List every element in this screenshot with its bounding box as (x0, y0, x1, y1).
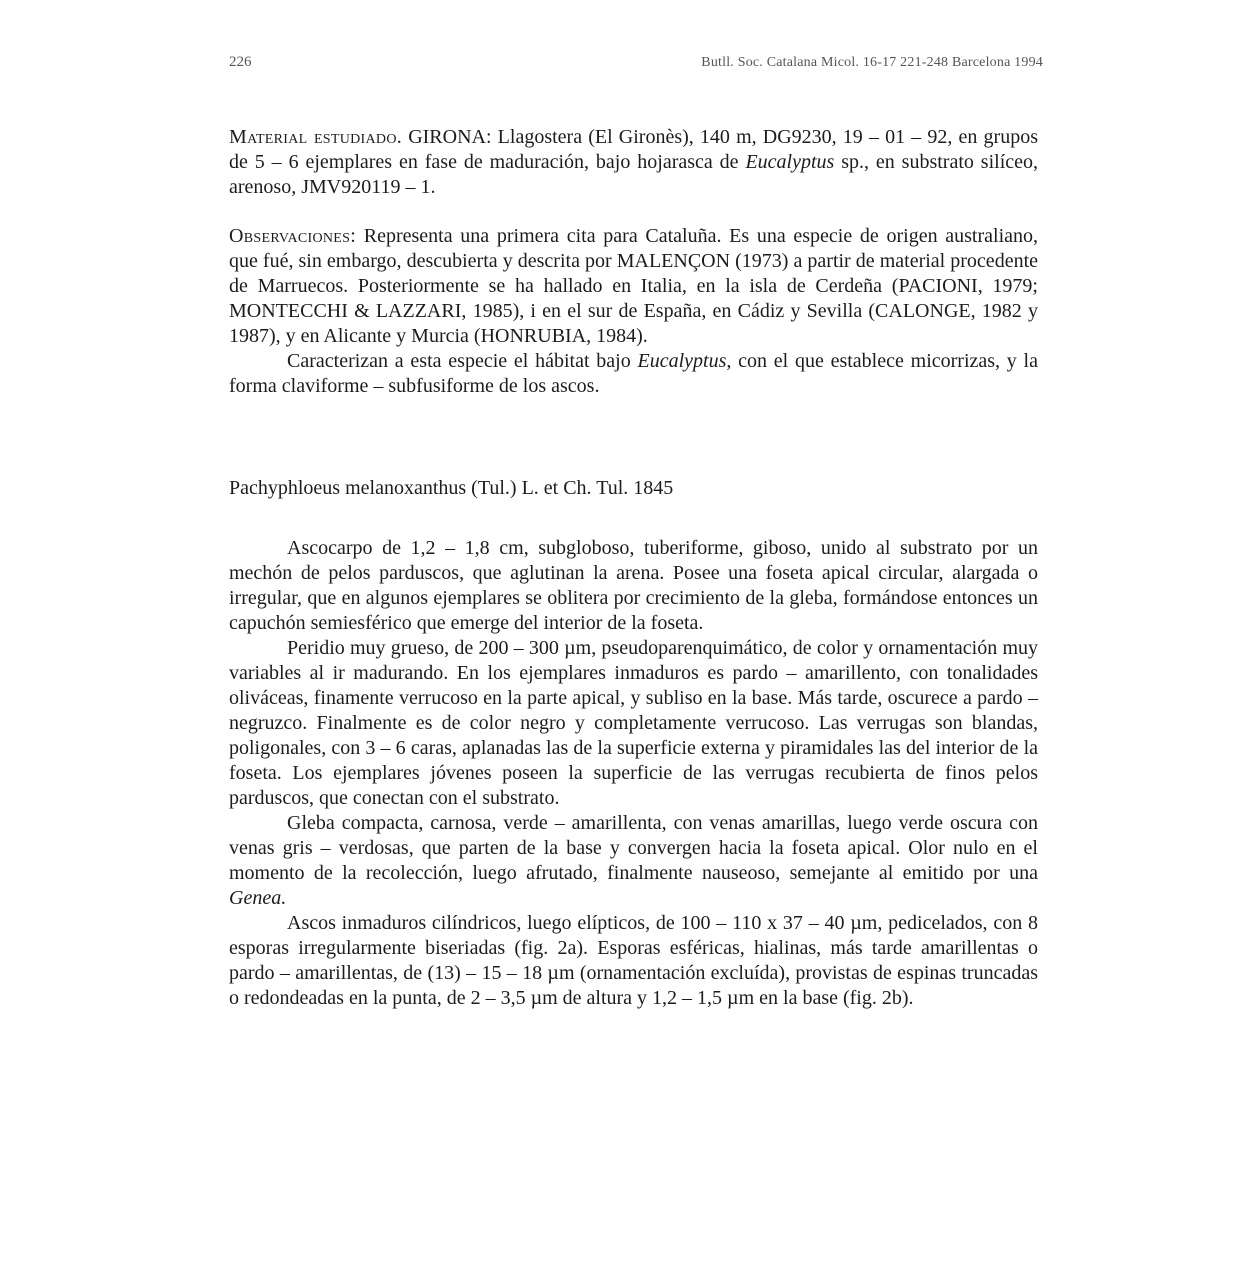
material-paragraph (229, 125, 1038, 200)
observaciones-p2-text-1: Caracterizan a esta especie el hábitat bajo (287, 350, 638, 372)
gleba-genus: Genea. (229, 887, 287, 909)
journal-citation: Butll. Soc. Catalana Micol. 16-17 221-248 Barcelona 1994 (701, 55, 1043, 70)
observaciones-paragraph-2 (229, 349, 1038, 399)
description-ascos: Ascos inmaduros cilíndricos, luego elípticos, de 100 – 110 x 37 – 40 µm, pedicelados, con 8 esporas irregularmente biseriadas (fig. 2a). Esporas esféricas, hialinas, más tarde amarillentas o pardo – amarillentas, de (13) – 15 – 18 µm (ornamentación excluída), provistas de espinas truncadas o redondeadas en la punta, de 2 – 3,5 µm de altura y 1,2 – 1,5 µm en la base (fig. 2b). (229, 912, 1038, 1009)
description-peridio: Peridio muy grueso, de 200 – 300 µm, pseudoparenquimático, de color y ornamentación muy variables al ir madurando. En los ejemplares inmaduros es pardo – amarillento, con tonalidades oliváceas, finamente verrucoso en la parte apical, y subliso en la base. Más tarde, oscurece a pardo – negruzco. Finalmente es de color negro y completamente verrucoso. Las verrugas son blandas, poligonales, con 3 – 6 caras, aplanadas las de la superficie externa y piramidales las del interior de la foseta. Los ejemplares jóvenes poseen la superficie de las verrugas recubierta de finos pelos parduscos, que conectan con el substrato. (229, 637, 1038, 809)
material-text-2: sp., en substrato silíceo, arenoso, JMV920119 – 1. (229, 151, 1039, 198)
observaciones-p2-genus: Eucalyptus, (637, 350, 732, 372)
page-number: 226 (229, 54, 252, 70)
description-gleba (229, 811, 1038, 911)
gleba-text: Gleba compacta, carnosa, verde – amarillenta, con venas amarillas, luego verde oscura con venas gris – verdosas, que parten de la base y convergen hacia la foseta apical. Olor nulo en el momento de la recolección, luego afrutado, finalmente nauseoso, semejante al emitido por una (229, 812, 1038, 884)
species-heading (229, 476, 1038, 501)
observaciones-label: Observaciones: (229, 225, 357, 247)
observaciones-paragraph-1 (229, 224, 1038, 349)
material-genus: Eucalyptus (745, 151, 835, 173)
material-text-1: GIRONA: Llagostera (El Gironès), 140 m, DG9230, 19 – 01 – 92, en grupos de 5 – 6 ejemplares en fase de maduración, bajo hojarasca de (229, 126, 1038, 173)
observaciones-text: Representa una primera cita para Cataluña. Es una especie de origen australiano, que fué, sin embargo, descubierta y descrita por MALENÇON (1973) a partir de material procedente de Marruecos. Posteriormente se ha hallado en Italia, en la isla de Cerdeña (PACIONI, 1979; MONTECCHI & LAZZARI, 1985), i en el sur de España, en Cádiz y Sevilla (CALONGE, 1982 y 1987), y en Alicante y Murcia (HONRUBIA, 1984). (229, 225, 1038, 347)
observaciones-p2-text-2: con el que establece micorrizas, y la forma claviforme – subfusiforme de los ascos. (229, 350, 1038, 397)
observaciones-section (229, 224, 1038, 399)
material-label: Material estudiado. (229, 126, 403, 148)
description-section (229, 536, 1038, 1011)
species-title: Pachyphloeus melanoxanthus (Tul.) L. et Ch. Tul. 1845 (229, 477, 674, 499)
running-header (229, 54, 1043, 76)
material-estudiado-section (229, 125, 1038, 200)
description-ascocarpo: Ascocarpo de 1,2 – 1,8 cm, subgloboso, tuberiforme, giboso, unido al substrato por un mechón de pelos parduscos, que aglutinan la arena. Posee una foseta apical circular, alargada o irregular, que en algunos ejemplares se oblitera por crecimiento de la gleba, formándose entonces un capuchón semiesférico que emerge del interior de la foseta. (229, 537, 1038, 634)
